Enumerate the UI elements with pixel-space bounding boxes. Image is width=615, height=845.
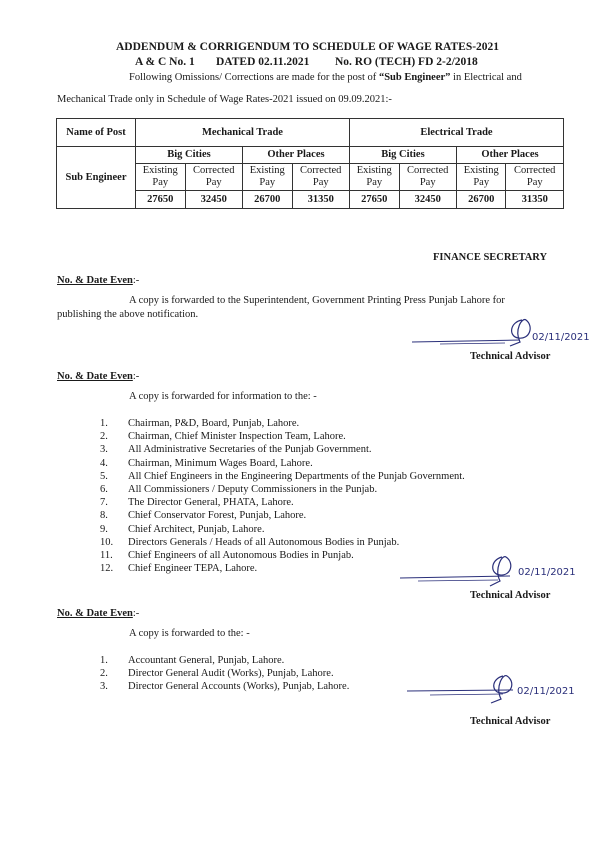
list-item: 7. The Director General, PHATA, Lahore. (100, 497, 294, 509)
pay-value: 27650 (349, 191, 399, 209)
pay-value: 26700 (242, 191, 292, 209)
pay-col-header: Corrected Pay (399, 164, 456, 191)
pay-col-header: Existing Pay (456, 164, 506, 191)
wage-rate-table (56, 118, 564, 209)
pay-col-header: Existing Pay (136, 164, 186, 191)
pay-col-header: Existing Pay (349, 164, 399, 191)
finance-secretary: FINANCE SECRETARY (433, 252, 548, 263)
section1-signatory: Technical Advisor (470, 351, 551, 362)
intro-text-a: Following Omissions/ Corrections are made for the post of (129, 72, 379, 83)
intro-line-2: Mechanical Trade only in Schedule of Wage Rates-2021 issued on 09.09.2021:- (57, 94, 392, 105)
list-item: 12. Chief Engineer TEPA, Lahore. (100, 563, 258, 575)
section3-heading: No. & Date Even:- (57, 608, 140, 619)
pay-col-header: Existing Pay (242, 164, 292, 191)
pay-value: 32450 (399, 191, 456, 209)
document-title: ADDENDUM & CORRIGENDUM TO SCHEDULE OF WAGE RATES-2021 (116, 41, 500, 53)
signature-3-date: 02/11/2021 (517, 686, 575, 697)
area-big-cities-mechanical: Big Cities (136, 147, 243, 164)
section2-intro: A copy is forwarded for information to the: - (129, 391, 317, 402)
pay-col-header: Corrected Pay (292, 164, 349, 191)
list-item: 11. Chief Engineers of all Autonomous Bodies in Punjab. (100, 549, 354, 561)
list-item: 2. Chairman, Chief Minister Inspection Team, Lahore. (100, 431, 346, 443)
section1-para-line1: A copy is forwarded to the Superintendent, Government Printing Press Punjab Lahore for (129, 295, 505, 306)
list-item: 8. Chief Conservator Forest, Punjab, Lahore. (100, 510, 307, 522)
pay-value: 31350 (506, 191, 564, 209)
section3-signatory: Technical Advisor (470, 716, 551, 727)
list-item: 1. Chairman, P&D, Board, Punjab, Lahore. (100, 418, 300, 429)
reference-date: DATED 02.11.2021 (216, 56, 310, 68)
post-sub-engineer: Sub Engineer (57, 147, 136, 209)
signature-1-date: 02/11/2021 (532, 332, 590, 343)
intro-line-1 (129, 72, 522, 83)
pay-value: 27650 (136, 191, 186, 209)
list-item: 3. Director General Accounts (Works), Punjab, Lahore. (100, 681, 350, 693)
area-other-places-mechanical: Other Places (242, 147, 349, 164)
list-item: 3. All Administrative Secretaries of the Punjab Government. (100, 444, 372, 456)
intro-text-b: in Electrical and (450, 72, 522, 83)
pay-value: 26700 (456, 191, 506, 209)
area-big-cities-electrical: Big Cities (349, 147, 456, 164)
mechanical-trade-header: Mechanical Trade (136, 119, 350, 147)
section1-heading: No. & Date Even:- (57, 275, 140, 286)
list-item: 9. Chief Architect, Punjab, Lahore. (100, 523, 265, 535)
pay-value: 31350 (292, 191, 349, 209)
signature-1 (410, 316, 600, 350)
list-item: 2. Director General Audit (Works), Punjab, Lahore. (100, 668, 334, 680)
intro-post-name: “Sub Engineer” (378, 72, 451, 83)
list-item: 6. All Commissioners / Deputy Commissioners in the Punjab. (100, 483, 378, 495)
pay-col-header: Corrected Pay (506, 164, 564, 191)
area-other-places-electrical: Other Places (456, 147, 563, 164)
section3-intro: A copy is forwarded to the: - (129, 628, 250, 639)
list-item: 5. All Chief Engineers in the Engineering Departments of the Punjab Government. (100, 470, 465, 482)
reference-number: No. RO (TECH) FD 2-2/2018 (335, 56, 478, 68)
pay-col-header: Corrected Pay (185, 164, 242, 191)
signature-2-date: 02/11/2021 (518, 567, 576, 578)
reference-ac-number: A & C No. 1 (135, 56, 195, 68)
pay-value: 32450 (185, 191, 242, 209)
electrical-trade-header: Electrical Trade (349, 119, 563, 147)
name-of-post-header: Name of Post (57, 119, 136, 147)
list-item: 4. Chairman, Minimum Wages Board, Lahore. (100, 457, 313, 469)
section2-heading: No. & Date Even:- (57, 371, 140, 382)
list-item: 1. Accountant General, Punjab, Lahore. (100, 655, 285, 666)
signature-2 (398, 553, 598, 589)
list-item: 10. Directors Generals / Heads of all Autonomous Bodies in Punjab. (100, 536, 400, 548)
section1-para-line2: publishing the above notification. (57, 309, 199, 320)
section2-signatory: Technical Advisor (470, 590, 551, 601)
signature-3 (405, 672, 600, 706)
